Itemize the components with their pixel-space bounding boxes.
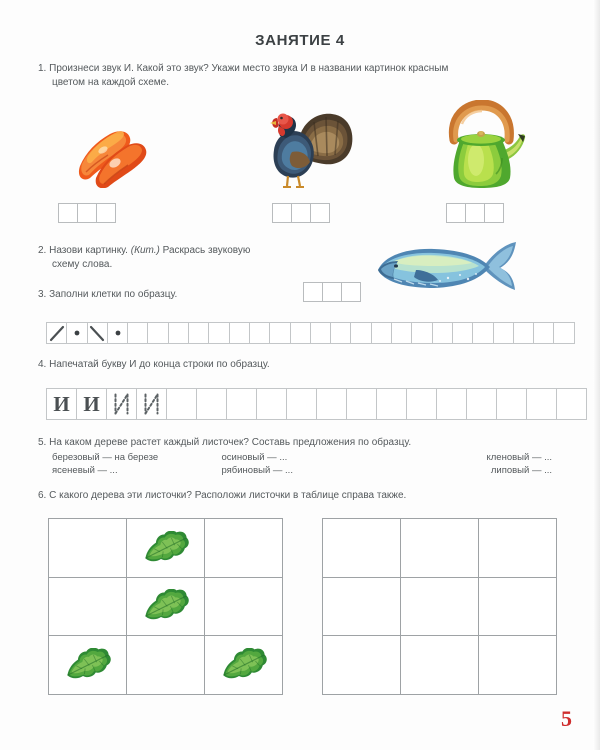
backslash-icon bbox=[88, 323, 107, 343]
pattern-cell[interactable] bbox=[290, 322, 311, 344]
oak-leaf-icon bbox=[139, 531, 193, 565]
scheme-cell[interactable] bbox=[291, 203, 311, 223]
letter-cell[interactable] bbox=[196, 388, 227, 420]
table-cell-empty[interactable] bbox=[401, 636, 479, 695]
task-3-number: 3. bbox=[38, 289, 47, 300]
scheme-cell[interactable] bbox=[446, 203, 466, 223]
scheme-sandals[interactable] bbox=[58, 203, 116, 223]
letter-sample-dotted bbox=[137, 389, 166, 419]
scheme-cell[interactable] bbox=[310, 203, 330, 223]
pattern-cell[interactable] bbox=[310, 322, 331, 344]
task-2-text bbox=[38, 244, 338, 272]
pattern-cell[interactable] bbox=[411, 322, 432, 344]
pattern-cell[interactable] bbox=[452, 322, 473, 344]
word-pair: рябиновый — ... bbox=[221, 465, 293, 476]
pattern-cell[interactable] bbox=[371, 322, 392, 344]
task-2-hint: (Кит.) bbox=[130, 245, 160, 256]
scheme-cell[interactable] bbox=[322, 282, 342, 302]
task-4-text bbox=[38, 358, 378, 372]
task-6-line1: С какого дерева эти листочки? Расположи листочки в таблице справа также. bbox=[49, 490, 407, 501]
letter-cell[interactable] bbox=[76, 388, 107, 420]
word-pair: кленовый — ... bbox=[486, 452, 552, 463]
scheme-cell[interactable] bbox=[341, 282, 361, 302]
pattern-cell[interactable] bbox=[330, 322, 351, 344]
pattern-cell[interactable] bbox=[87, 322, 108, 344]
pattern-cell[interactable] bbox=[107, 322, 128, 344]
pattern-cell[interactable] bbox=[127, 322, 148, 344]
table-cell-empty[interactable] bbox=[479, 578, 557, 637]
table-cell-empty[interactable] bbox=[323, 636, 401, 695]
word-pair: ясеневый — ... bbox=[52, 465, 118, 476]
pattern-cell[interactable] bbox=[168, 322, 189, 344]
task-5-text bbox=[38, 436, 558, 450]
table-cell-empty[interactable] bbox=[49, 519, 127, 578]
task-2-number: 2. bbox=[38, 245, 47, 256]
letter-sample-solid: И bbox=[53, 391, 70, 416]
pattern-cell[interactable] bbox=[66, 322, 87, 344]
pattern-cell[interactable] bbox=[249, 322, 270, 344]
letter-cell[interactable] bbox=[256, 388, 287, 420]
sandals-picture bbox=[62, 108, 150, 188]
task-1-text bbox=[38, 62, 558, 90]
word-pair: липовый — ... bbox=[490, 465, 552, 476]
page-number: 5 bbox=[561, 706, 572, 731]
dot-icon bbox=[108, 323, 127, 343]
letter-cell[interactable] bbox=[286, 388, 317, 420]
task-3-line1: Заполни клетки по образцу. bbox=[49, 289, 178, 300]
letter-cell[interactable] bbox=[226, 388, 257, 420]
table-cell-empty[interactable] bbox=[49, 578, 127, 637]
task-6-number: 6. bbox=[38, 490, 47, 501]
page-title: ЗАНЯТИЕ 4 bbox=[255, 32, 345, 49]
table-cell-empty[interactable] bbox=[127, 636, 205, 695]
oak-leaf-icon bbox=[139, 589, 193, 623]
table-cell-empty[interactable] bbox=[205, 519, 283, 578]
leaves-table-filled[interactable] bbox=[48, 518, 283, 695]
table-cell-empty[interactable] bbox=[401, 578, 479, 637]
scheme-cell[interactable] bbox=[96, 203, 116, 223]
letter-cell[interactable] bbox=[466, 388, 497, 420]
table-cell-empty[interactable] bbox=[323, 519, 401, 578]
turkey-picture bbox=[258, 104, 358, 196]
pattern-cell[interactable] bbox=[350, 322, 371, 344]
pattern-cell[interactable] bbox=[493, 322, 514, 344]
letter-cell[interactable] bbox=[496, 388, 527, 420]
letter-cell[interactable] bbox=[166, 388, 197, 420]
table-cell-with-leaf[interactable] bbox=[205, 636, 283, 695]
task-6-text bbox=[38, 489, 558, 503]
task-4-line1: Напечатай букву И до конца строки по образцу. bbox=[49, 359, 270, 370]
oak-leaf-icon bbox=[61, 648, 115, 682]
dot-icon bbox=[67, 323, 86, 343]
task-2-line1: Назови картинку. bbox=[49, 245, 128, 256]
pattern-cell[interactable] bbox=[188, 322, 209, 344]
word-pair: осиновый — ... bbox=[221, 452, 288, 463]
teapot-picture bbox=[432, 100, 528, 192]
oak-leaf-icon bbox=[217, 648, 271, 682]
task-5-word-columns bbox=[52, 451, 552, 477]
task-1-line1: Произнеси звук И. Какой это звук? Укажи место звука И в названии картинок красным bbox=[49, 63, 449, 74]
task-3-text bbox=[38, 288, 318, 302]
letter-cell[interactable] bbox=[316, 388, 347, 420]
table-cell-with-leaf[interactable] bbox=[127, 578, 205, 637]
page-edge-shading bbox=[593, 0, 600, 750]
letter-cell[interactable] bbox=[556, 388, 587, 420]
task-1-line2: цветом на каждой схеме. bbox=[52, 77, 169, 88]
pattern-cell[interactable] bbox=[147, 322, 168, 344]
task-5-line1: На каком дереве растет каждый листочек? Составь предложения по образцу. bbox=[49, 437, 412, 448]
table-cell-empty[interactable] bbox=[479, 519, 557, 578]
pattern-cell[interactable] bbox=[553, 322, 574, 344]
pattern-cell[interactable] bbox=[46, 322, 67, 344]
letter-cell[interactable] bbox=[406, 388, 437, 420]
leaves-table-empty[interactable] bbox=[322, 518, 557, 695]
scheme-cell[interactable] bbox=[465, 203, 485, 223]
pattern-cell[interactable] bbox=[513, 322, 534, 344]
task-2-line2: схему слова. bbox=[52, 259, 113, 270]
pattern-cell[interactable] bbox=[432, 322, 453, 344]
scheme-cell[interactable] bbox=[58, 203, 78, 223]
pattern-cell[interactable] bbox=[533, 322, 554, 344]
pattern-cell[interactable] bbox=[391, 322, 412, 344]
pattern-practice-row[interactable] bbox=[46, 322, 575, 344]
table-cell-with-leaf[interactable] bbox=[49, 636, 127, 695]
letter-cell[interactable] bbox=[436, 388, 467, 420]
word-column-2 bbox=[221, 451, 399, 477]
scheme-cell[interactable] bbox=[77, 203, 97, 223]
letter-sample-dotted bbox=[107, 389, 136, 419]
task-5-number: 5. bbox=[38, 437, 47, 448]
task-1-number: 1. bbox=[38, 63, 47, 74]
letter-cell[interactable] bbox=[46, 388, 77, 420]
task-2-line1-tail: Раскрась звуковую bbox=[162, 245, 251, 256]
whale-picture bbox=[372, 238, 520, 298]
word-pair: березовый — на березе bbox=[52, 452, 159, 463]
letter-cell[interactable] bbox=[136, 388, 167, 420]
table-cell-empty[interactable] bbox=[479, 636, 557, 695]
table-cell-with-leaf[interactable] bbox=[127, 519, 205, 578]
scheme-cell[interactable] bbox=[484, 203, 504, 223]
table-cell-empty[interactable] bbox=[323, 578, 401, 637]
scheme-cell[interactable] bbox=[272, 203, 292, 223]
pattern-cell[interactable] bbox=[229, 322, 250, 344]
table-cell-empty[interactable] bbox=[401, 519, 479, 578]
word-column-1 bbox=[52, 451, 221, 477]
task-4-number: 4. bbox=[38, 359, 47, 370]
letter-cell[interactable] bbox=[346, 388, 377, 420]
letter-cell[interactable] bbox=[526, 388, 557, 420]
pattern-cell[interactable] bbox=[208, 322, 229, 344]
scheme-teapot[interactable] bbox=[446, 203, 504, 223]
letter-sample-solid: И bbox=[83, 391, 100, 416]
letter-cell[interactable] bbox=[106, 388, 137, 420]
letter-practice-row[interactable] bbox=[46, 388, 587, 420]
pattern-cell[interactable] bbox=[472, 322, 493, 344]
table-cell-empty[interactable] bbox=[205, 578, 283, 637]
slash-icon bbox=[47, 323, 66, 343]
letter-cell[interactable] bbox=[376, 388, 407, 420]
word-column-3 bbox=[399, 451, 552, 477]
scheme-turkey[interactable] bbox=[272, 203, 330, 223]
pattern-cell[interactable] bbox=[269, 322, 290, 344]
